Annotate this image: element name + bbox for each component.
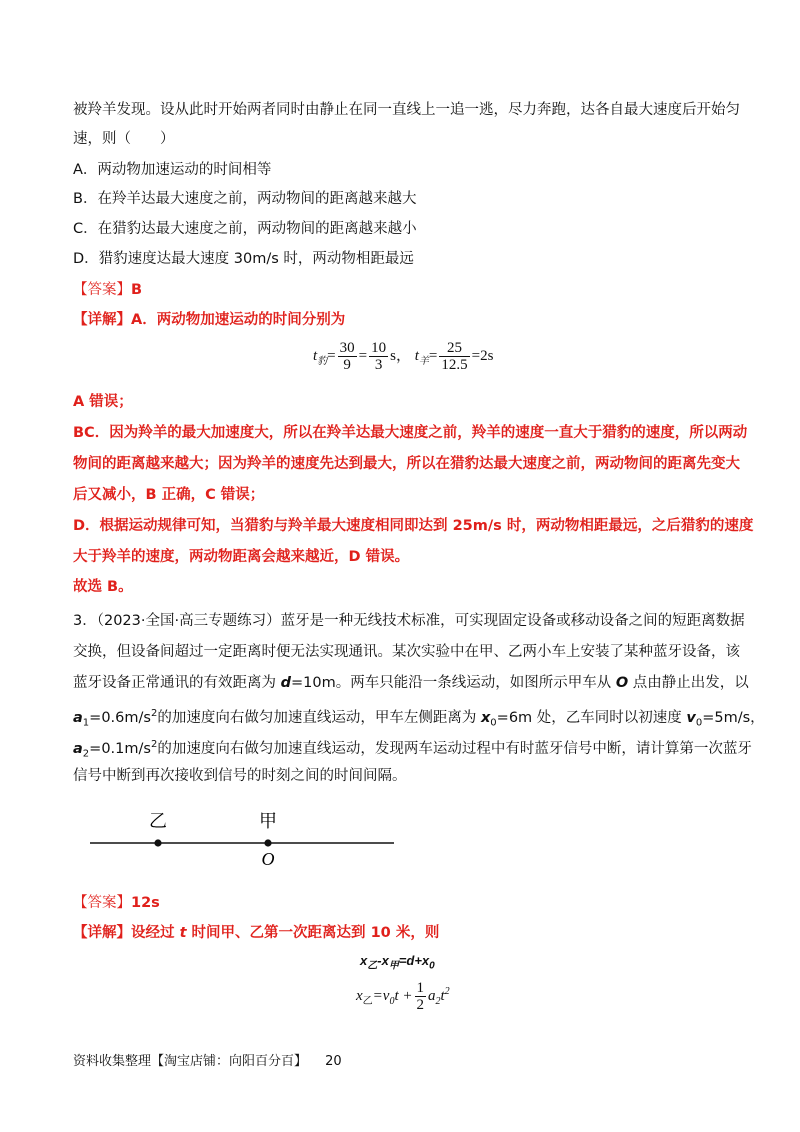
q2-bc-line3: 后又减小，B 正确，C 错误； bbox=[73, 487, 265, 503]
page-footer bbox=[73, 1050, 342, 1069]
q2-a-wrong: A 错误； bbox=[73, 394, 133, 410]
q3-a1-value: =0.6m/s bbox=[89, 709, 151, 726]
eq-equals-1: = bbox=[327, 347, 336, 364]
label-yi: 乙 bbox=[149, 811, 167, 832]
sym-a1-sub: 1 bbox=[82, 717, 90, 729]
page-number: 20 bbox=[325, 1054, 342, 1069]
q2-bc-line1: BC．因为羚羊的最大加速度大，所以在羚羊达最大速度之前，羚羊的速度一直大于猎豹的速度，所以两动 bbox=[73, 425, 748, 441]
q3-line5 bbox=[73, 735, 752, 765]
eq-equals-3: = bbox=[428, 347, 438, 364]
q3-answer-value: 12s bbox=[131, 895, 160, 911]
frac-10-3: $\frac{10}{3}$ bbox=[371, 340, 387, 373]
sup-sq-2: 2 bbox=[150, 739, 158, 750]
answer-tag: 【答案】 bbox=[73, 282, 131, 298]
q2-option-b: B．在羚羊达最大速度之前，两动物间的距离越来越大 bbox=[73, 191, 417, 207]
q3-line3 bbox=[73, 673, 749, 693]
sym-v0: v bbox=[686, 709, 696, 726]
eq-equals-2: = bbox=[358, 347, 368, 364]
q2-option-a: A．两动物加速运动的时间相等 bbox=[73, 162, 272, 178]
q2-option-d: D．猎豹速度达最大速度 30m/s 时，两动物相距最远 bbox=[73, 251, 414, 267]
q3-line6: 信号中断到再次接收到信号的时刻之间的时间间隔。 bbox=[73, 768, 407, 784]
sym-x0: x bbox=[480, 709, 491, 726]
q3-equation-distance: $x_乙-x_甲=d+x_0$ bbox=[360, 953, 435, 972]
eq-t2: t bbox=[414, 347, 419, 364]
label-jia: 甲 bbox=[259, 811, 277, 832]
q3-line1 bbox=[73, 611, 745, 631]
eq-result-2s: =2s bbox=[471, 347, 494, 364]
q3-line4 bbox=[73, 704, 765, 734]
q3-detail-post: 时间甲、乙第一次距离达到 10 米，则 bbox=[186, 925, 440, 941]
sym-t: t bbox=[179, 925, 187, 941]
eq-unit-s: s bbox=[390, 347, 396, 364]
q2-stem-line1: 被羚羊发现。设从此时开始两者同时由静止在同一直线上一追一逃，尽力奔跑，达各自最大速度后开始匀 bbox=[73, 102, 740, 118]
q3-answer bbox=[73, 893, 160, 913]
q2-answer bbox=[73, 280, 142, 300]
sym-v0-sub: 0 bbox=[695, 717, 703, 729]
sym-o: O bbox=[615, 675, 629, 691]
q2-option-c: C．在猎豹达最大速度之前，两动物间的距离越来越小 bbox=[73, 221, 417, 237]
answer-value: B bbox=[131, 282, 143, 298]
sup-sq-1: 2 bbox=[150, 708, 158, 719]
eq-t2-sub: 羊 bbox=[418, 355, 429, 367]
q3-a2-value: =0.1m/s bbox=[89, 740, 151, 757]
q2-stem-line2: 速，则（ ） bbox=[73, 131, 175, 147]
q3-line3-pre: 蓝牙设备正常通讯的有效距离为 bbox=[73, 675, 281, 691]
q2-choose: 故选 B。 bbox=[73, 579, 133, 595]
eq-sep: ， bbox=[395, 347, 411, 364]
q3-x0-value: =6m 处，乙车同时以初速度 bbox=[496, 709, 687, 726]
q3-diagram bbox=[88, 805, 408, 875]
q3-answer-tag: 【答案】 bbox=[73, 895, 131, 911]
sym-a2-sub: 2 bbox=[82, 748, 90, 760]
q3-detail-tag: 【详解】 bbox=[73, 925, 131, 941]
q3-line2: 交换，但设备间超过一定距离时便无法实现通讯。某次实验中在甲、乙两小车上安装了某种蓝牙设备，该 bbox=[73, 644, 740, 660]
q3-line4-mid: 的加速度向右做匀加速直线运动，甲车左侧距离为 bbox=[157, 709, 481, 726]
footer-text: 资料收集整理【淘宝店铺：向阳百分百】 bbox=[73, 1054, 308, 1069]
q2-detail-a bbox=[73, 310, 345, 330]
detail-tag: 【详解】 bbox=[73, 312, 131, 328]
q3-equation-displacement: $x_乙=v_0t$ + $\frac{1}{2}$ $a_2t^2$ bbox=[356, 980, 450, 1013]
sym-x0-sub: 0 bbox=[490, 717, 497, 729]
sym-d: d bbox=[280, 675, 291, 691]
frac-25-12.5: $\frac{25}{12.5}$ bbox=[441, 340, 468, 373]
label-o: O bbox=[261, 849, 275, 869]
q3-source: （2023·全国·高三专题练习） bbox=[96, 613, 281, 629]
eq-t1-sub: 豹 bbox=[317, 355, 328, 367]
q3-detail-pre: 设经过 bbox=[131, 925, 180, 941]
q3-line5-text: 的加速度向右做匀加速直线运动，发现两车运动过程中有时蓝牙信号中断，请计算第一次蓝牙 bbox=[157, 740, 752, 757]
sym-a1: a bbox=[73, 709, 83, 726]
q2-d-line2: 大于羚羊的速度，两动物距离会越来越近，D 错误。 bbox=[73, 549, 410, 565]
eq-t1: t bbox=[313, 347, 318, 364]
sym-a2: a bbox=[73, 740, 83, 757]
detail-a-text: A．两动物加速运动的时间分别为 bbox=[131, 312, 346, 328]
dot-yi bbox=[154, 839, 161, 846]
dot-jia bbox=[264, 839, 271, 846]
q3-detail bbox=[73, 923, 439, 943]
q2-bc-line2: 物间的距离越来越大；因为羚羊的速度先达到最大，所以在猎豹达最大速度之前，两动物间的距离先变大 bbox=[73, 456, 740, 472]
q3-v0-value: =5m/s， bbox=[702, 709, 765, 726]
frac-30-9: $\frac{30}{9}$ bbox=[339, 340, 355, 373]
q3-line3-post: 点由静止出发，以 bbox=[628, 675, 749, 691]
q3-d-value: =10m。两车只能沿一条线运动，如图所示甲车从 bbox=[291, 675, 616, 691]
frac-1-2: $\frac{1}{2}$ bbox=[416, 980, 424, 1013]
q3-line1-text: 蓝牙是一种无线技术标准，可实现固定设备或移动设备之间的短距离数据 bbox=[280, 613, 745, 629]
q2-equation-times bbox=[313, 340, 493, 373]
q3-number: 3． bbox=[73, 613, 97, 629]
q2-d-line1: D．根据运动规律可知，当猎豹与羚羊最大速度相同即达到 25m/s 时，两动物相距最远，之后猎豹的速度 bbox=[73, 518, 754, 534]
